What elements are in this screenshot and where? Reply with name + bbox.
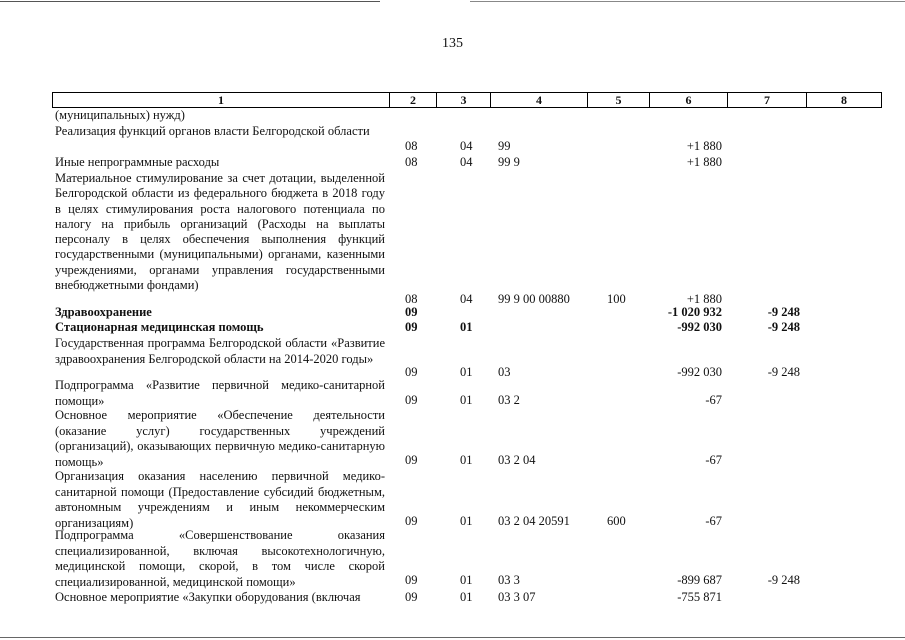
- cell-amount-2: -9 248: [767, 320, 800, 334]
- table-row: [55, 320, 881, 336]
- row-description: Основное мероприятие «Обеспечение деятельности (оказание услуг) государственных учреждений (организаций), оказывающих первичную медико-санитарную помощь»: [55, 408, 385, 469]
- table-header-cell: 6: [649, 92, 728, 108]
- cell-section: 09: [405, 590, 418, 604]
- cell-expense-type: 100: [607, 292, 626, 306]
- cell-target-item: 99 9: [498, 155, 520, 169]
- cell-subsection: 01: [460, 393, 473, 407]
- cell-section: 08: [405, 292, 418, 306]
- table-row: [55, 408, 881, 470]
- table-header-cell: 3: [436, 92, 491, 108]
- cell-target-item: 03 2 04: [498, 453, 536, 467]
- cell-target-item: 99: [498, 139, 511, 153]
- cell-subsection: 04: [460, 155, 473, 169]
- scan-edge-line: [470, 1, 905, 2]
- table-row: [55, 336, 881, 382]
- scan-edge-line: [0, 1, 380, 2]
- row-description: Основное мероприятие «Закупки оборудования (включая: [55, 590, 361, 604]
- cell-section: 09: [405, 573, 418, 587]
- cell-section: 09: [405, 365, 418, 379]
- cell-amount: -67: [705, 393, 722, 407]
- table-header-cell: 4: [490, 92, 588, 108]
- cell-target-item: 03 3 07: [498, 590, 536, 604]
- cell-amount: -1 020 932: [667, 305, 722, 319]
- cell-target-item: 03 2: [498, 393, 520, 407]
- cell-amount: -992 030: [677, 365, 722, 379]
- table-row: [55, 124, 881, 155]
- row-description: Государственная программа Белгородской области «Развитие здравоохранения Белгородской области на 2014-2020 годы»: [55, 336, 385, 366]
- cell-section: 09: [405, 393, 418, 407]
- table-header-cell: 1: [52, 92, 390, 108]
- cell-section: 08: [405, 139, 418, 153]
- row-description: Материальное стимулирование за счет дотации, выделенной Белгородской области из федерального бюджета в 2018 году в целях стимулирования роста налогового потенциала по налогу на прибыль организаций (Расходы на выплаты персоналу в целях обеспечения выполнения функций государственными (муниципальными) органами, казенными учреждениями, органами управления государственными внебюджетными фондами): [55, 171, 385, 293]
- row-description: Здравоохранение: [55, 305, 152, 319]
- table-row: [55, 528, 881, 590]
- cell-amount: -899 687: [677, 573, 722, 587]
- table-row: [55, 305, 881, 321]
- table-row: [55, 378, 881, 409]
- cell-subsection: 01: [460, 573, 473, 587]
- cell-target-item: 03: [498, 365, 511, 379]
- table-row: [55, 155, 881, 171]
- cell-section: 09: [405, 514, 418, 528]
- cell-amount-2: -9 248: [767, 365, 800, 379]
- table-header-cell: 2: [389, 92, 437, 108]
- cell-section: 08: [405, 155, 418, 169]
- row-description: Реализация функций органов власти Белгородской области: [55, 124, 370, 138]
- cell-target-item: 03 2 04 20591: [498, 514, 570, 528]
- cell-expense-type: 600: [607, 514, 626, 528]
- cell-target-item: 99 9 00 00880: [498, 292, 570, 306]
- cell-section: 09: [405, 453, 418, 467]
- scan-edge-line: [0, 637, 905, 638]
- table-row: [55, 469, 881, 531]
- cell-amount: +1 880: [686, 155, 722, 169]
- table-header-cell: 5: [587, 92, 650, 108]
- row-description: Иные непрограммные расходы: [55, 155, 220, 169]
- row-description: Подпрограмма «Развитие первичной медико-санитарной помощи»: [55, 378, 385, 408]
- cell-subsection: 01: [460, 453, 473, 467]
- cell-amount: -992 030: [677, 320, 722, 334]
- cell-section: 09: [405, 320, 418, 334]
- cell-amount: +1 880: [686, 292, 722, 306]
- row-description: Стационарная медицинская помощь: [55, 320, 264, 334]
- table-header-cell: 8: [806, 92, 882, 108]
- row-description: Организация оказания населению первичной медико-санитарной помощи (Предоставление субсидий бюджетным, автономным учреждениям и иным некоммерческим организациям): [55, 469, 385, 530]
- cell-amount-2: -9 248: [767, 573, 800, 587]
- cell-subsection: 01: [460, 365, 473, 379]
- cell-subsection: 01: [460, 320, 473, 334]
- table-row: [55, 590, 881, 606]
- cell-subsection: 04: [460, 139, 473, 153]
- table-row: [55, 171, 881, 308]
- cell-amount: +1 880: [686, 139, 722, 153]
- cell-amount: -755 871: [677, 590, 722, 604]
- row-description: Подпрограмма «Совершенствование оказания специализированной, включая высокотехнологичную, медицинской помощи, скорой, в том числе скорой специализированной, медицинской помощи»: [55, 528, 385, 589]
- table-row: [55, 108, 881, 124]
- cell-amount-2: -9 248: [767, 305, 800, 319]
- page-number: 135: [442, 36, 463, 51]
- cell-subsection: 01: [460, 590, 473, 604]
- row-description: (муниципальных) нужд): [55, 108, 185, 122]
- table-header-cell: 7: [727, 92, 807, 108]
- cell-amount: -67: [705, 514, 722, 528]
- cell-subsection: 01: [460, 514, 473, 528]
- cell-target-item: 03 3: [498, 573, 520, 587]
- cell-amount: -67: [705, 453, 722, 467]
- cell-subsection: 04: [460, 292, 473, 306]
- cell-section: 09: [405, 305, 418, 319]
